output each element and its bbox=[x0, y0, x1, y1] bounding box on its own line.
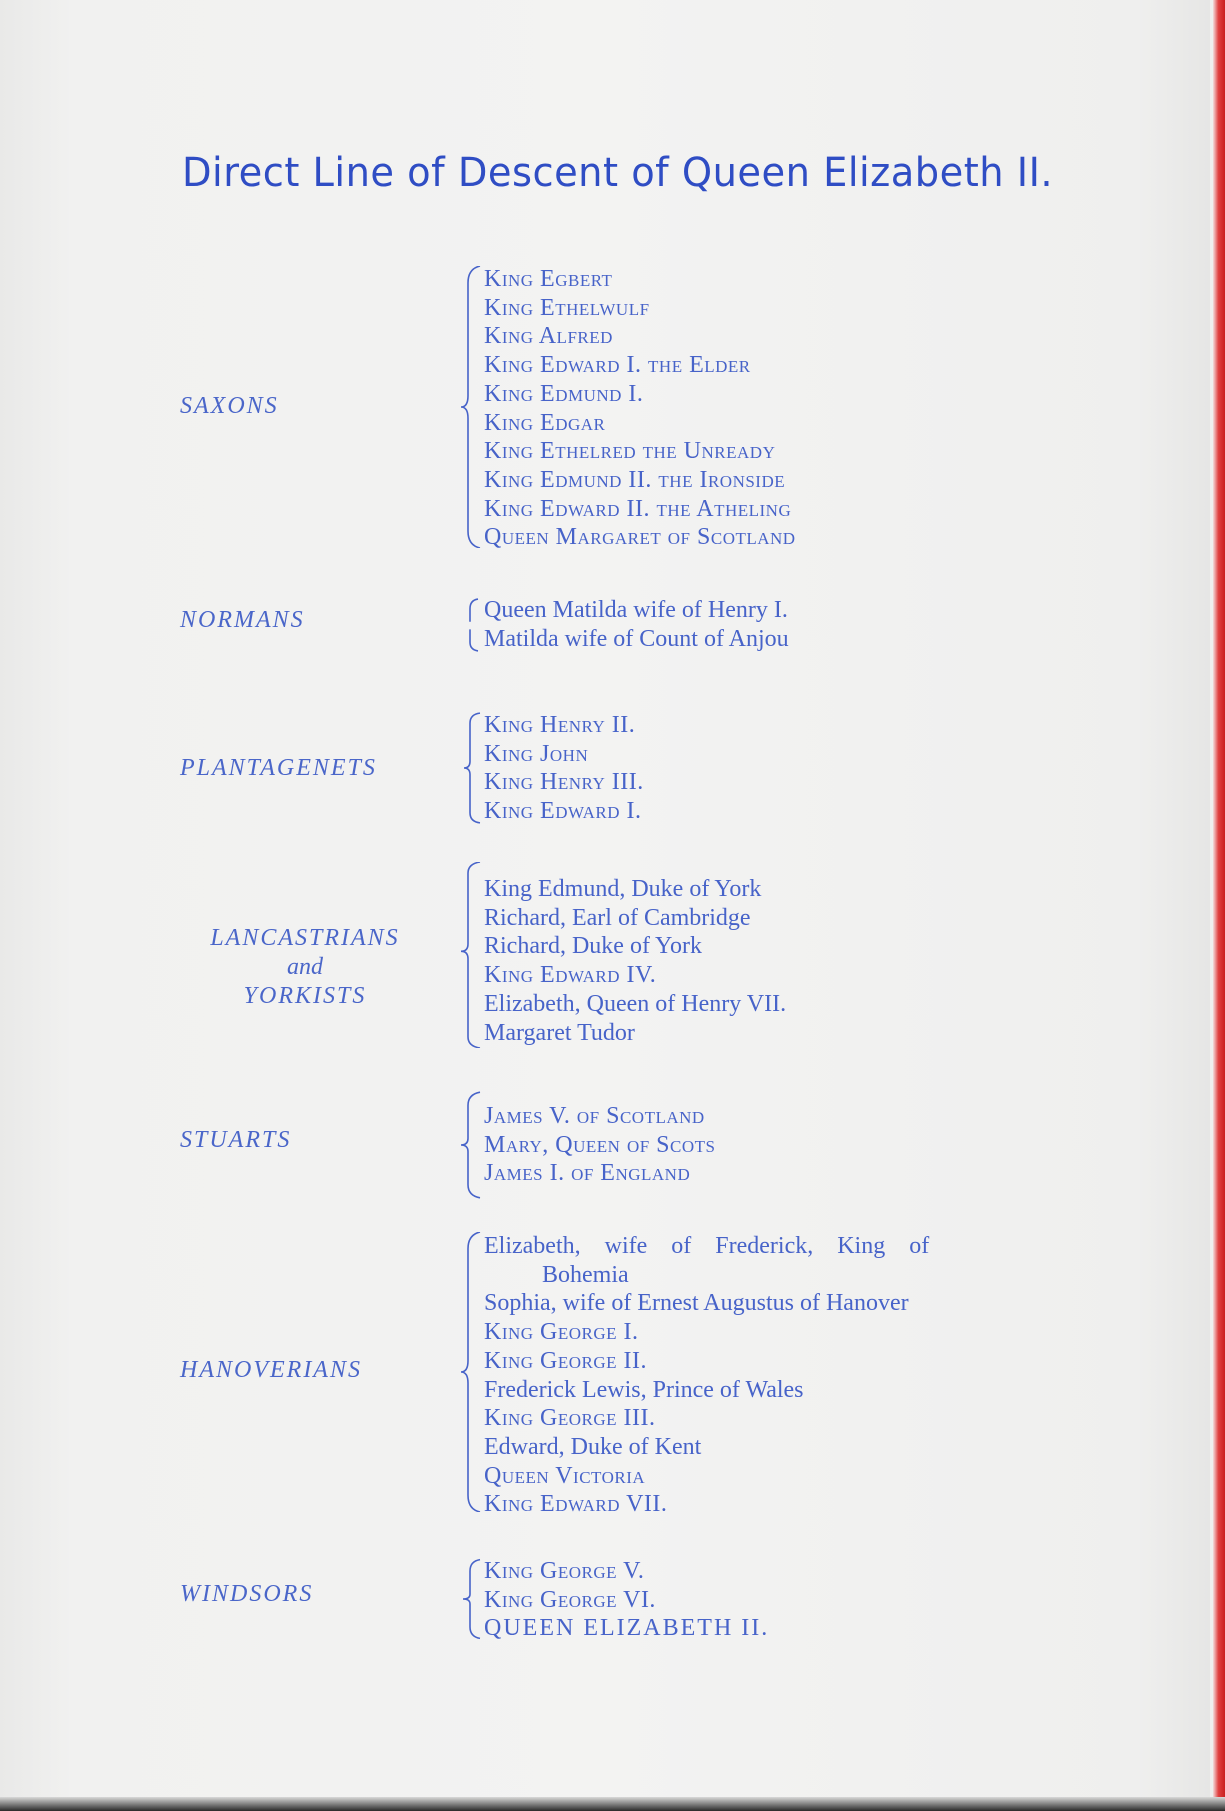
name-row: Matilda wife of Count of Anjou bbox=[484, 625, 789, 652]
page-title: Direct Line of Descent of Queen Elizabeth II. bbox=[182, 150, 1054, 196]
name-row: King Henry II. bbox=[484, 712, 636, 738]
name-row: Mary, Queen of Scots bbox=[484, 1131, 716, 1158]
name-row: Bohemia bbox=[542, 1261, 629, 1288]
name-row: Edward, Duke of Kent bbox=[484, 1433, 702, 1460]
name-row: King Edward I. the Elder bbox=[484, 352, 751, 379]
names-stuarts bbox=[484, 1102, 1044, 1188]
brace-normans bbox=[460, 598, 482, 652]
dynasty-line: LANCASTRIANS bbox=[210, 925, 400, 951]
name-row: Elizabeth, Queen of Henry VII. bbox=[484, 990, 787, 1017]
name-row: King Edmund, Duke of York bbox=[484, 876, 762, 902]
name-row: King George III. bbox=[484, 1405, 656, 1432]
name-row: Elizabeth, wife of Frederick, King of bbox=[484, 1233, 930, 1259]
names-lancastrians-yorkists bbox=[484, 875, 1044, 1047]
dynasty-windsors: WINDSORS bbox=[180, 1581, 314, 1607]
names-hanoverians bbox=[484, 1232, 1044, 1519]
brace-windsors bbox=[460, 1558, 482, 1640]
name-row: Richard, Duke of York bbox=[484, 933, 702, 960]
dynasty-saxons: SAXONS bbox=[180, 393, 279, 419]
name-row: Frederick Lewis, Prince of Wales bbox=[484, 1376, 804, 1403]
brace-hanoverians bbox=[460, 1232, 482, 1512]
dynasty-plantagenets: PLANTAGENETS bbox=[180, 755, 377, 781]
name-row: Sophia, wife of Ernest Augustus of Hanover bbox=[484, 1290, 909, 1317]
name-row: King Ethelred the Unready bbox=[484, 438, 776, 465]
dynasty-hanoverians: HANOVERIANS bbox=[180, 1357, 362, 1383]
name-row: James I. of England bbox=[484, 1160, 691, 1187]
name-row: King Edward II. the Atheling bbox=[484, 495, 792, 522]
name-row: King George II. bbox=[484, 1347, 648, 1374]
dynasty-normans: NORMANS bbox=[180, 607, 305, 633]
name-row: King George V. bbox=[484, 1558, 645, 1584]
names-saxons bbox=[484, 265, 1044, 552]
dynasty-lancastrians-yorkists bbox=[170, 924, 440, 1011]
name-row: Richard, Earl of Cambridge bbox=[484, 904, 751, 931]
name-row: King Edward VII. bbox=[484, 1491, 668, 1518]
name-row: King Edward I. bbox=[484, 798, 642, 825]
name-row: King Henry III. bbox=[484, 769, 644, 796]
name-row: King Edgar bbox=[484, 409, 606, 436]
brace-lancastrians-yorkists bbox=[460, 862, 482, 1048]
name-row: Margaret Tudor bbox=[484, 1019, 635, 1046]
names-windsors bbox=[484, 1557, 1044, 1643]
name-row: King Egbert bbox=[484, 266, 613, 292]
name-row: King Ethelwulf bbox=[484, 294, 650, 321]
dynasty-line: and bbox=[287, 954, 323, 980]
brace-plantagenets bbox=[460, 712, 482, 824]
name-row: King Edmund II. the Ironside bbox=[484, 466, 786, 493]
name-row: King George VI. bbox=[484, 1586, 656, 1613]
name-row: Queen Matilda wife of Henry I. bbox=[484, 597, 788, 623]
names-normans bbox=[484, 596, 1044, 653]
name-row: King Edward IV. bbox=[484, 962, 657, 989]
name-row: King George I. bbox=[484, 1319, 639, 1346]
name-row: James V. of Scotland bbox=[484, 1103, 705, 1129]
dynasty-line: YORKISTS bbox=[243, 983, 367, 1009]
brace-stuarts bbox=[460, 1090, 482, 1200]
name-row: Queen Victoria bbox=[484, 1462, 646, 1489]
dynasty-stuarts: STUARTS bbox=[180, 1127, 292, 1153]
name-row: QUEEN ELIZABETH II. bbox=[484, 1615, 770, 1642]
brace-saxons bbox=[460, 266, 482, 548]
name-row: King Alfred bbox=[484, 323, 613, 350]
names-plantagenets bbox=[484, 711, 1044, 826]
page-bottom-edge bbox=[0, 1797, 1225, 1811]
name-row: King Edmund I. bbox=[484, 380, 644, 407]
name-row: Queen Margaret of Scotland bbox=[484, 524, 796, 551]
name-row: King John bbox=[484, 740, 589, 767]
red-page-edge bbox=[1213, 0, 1225, 1811]
